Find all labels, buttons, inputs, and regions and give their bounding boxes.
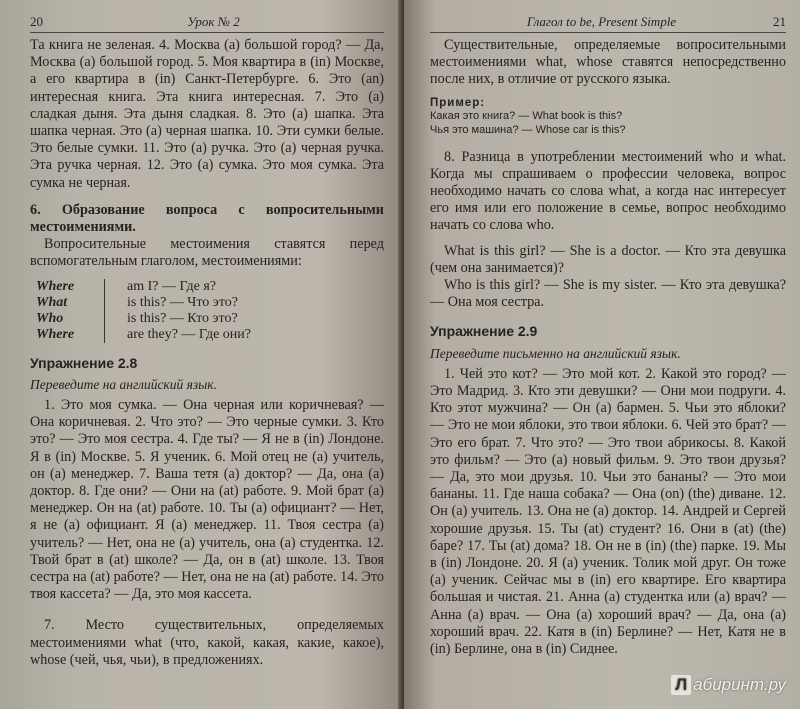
running-head: Глагол to be, Present Simple — [526, 14, 677, 29]
question-row — [36, 279, 261, 295]
answers-continued: Та книга не зеленая. 4. Москва (а) большой город? — Да, Москва (а) большой город. 5. Моя квартира в (in) Москве, а его квартира в (in) Санкт-Петербурге. 6. Это (an) интересная книга. Эта книга интересная. 7. Это (а) сладкая дыня. Эта дыня сладкая. 8. Это (а) шапка. Эта шапка черная. Это (а) черная шапка. 10. Эти сумки белые. Это белые сумки. 11. Это (а) ручка. Это (а) черная ручка. Эта ручка черная. 12. Это (а) сумка. Это моя сумка. Эта сумка не черная. — [30, 37, 384, 191]
watermark-text: абиринт.ру — [693, 675, 786, 694]
question-example: are they? — Где они? — [127, 326, 251, 342]
exercise-text: 1. Чей это кот? — Это мой кот. 2. Какой это город? — Это Мадрид. 3. Кто эти девушки? — Они мои подруги. 4. Кто этот мужчина? — Он (а) бармен. 5. Чьи это яблоки? — Это не мои яблоки, это твои яблоки. 6. Чей это брат? — Это его брат. 7. Что это? — Это твои абрикосы. 8. Какой это фильм? — Это (а) новый фильм. 9. Это твои друзья? — Да, это мои друзья. 10. Чьи это бананы? — Это мои бананы. 11. Где наша собака? — Она (on) (the) диване. 12. Он (а) учитель. 13. Она не (а) доктор. 14. Андрей и Сергей хорошие друзья. 15. Ты (at) студент? 16. Они в (at) (the) баре? 17. Ты (at) дома? 18. Он не в (in) (the) парке. 19. Мы в (in) Лондоне. 20. Я (а) ученик. Толик мой друг. Он тоже (а) ученик. Сейчас мы в (in) его квартире. Его квартира большая и чистая. 21. Анна (а) студентка или (а) врач? — Анна (а) врач. — Она (а) хороший врач? — Да, она (а) хороший врач. 22. Катя в (in) Берлине? — Нет, Катя не в (in) Берлине, она в (in) Сиднее. — [430, 365, 786, 658]
right-page-header — [430, 14, 786, 33]
question-example: is this? — Что это? — [127, 294, 238, 310]
exercise-instruction: Переведите письменно на английский язык. — [430, 345, 681, 361]
section-6-heading: 6. Образование вопроса с вопросительными местоимениями. — [30, 201, 384, 236]
example-what: What is this girl? — She is a doctor. — Кто эта девушка (чем она занимается)? — [430, 242, 786, 276]
section-8-text: 8. Разница в употреблении местоимений who и what. Когда мы спрашиваем о профессии человека, вопрос необходимо начать со слова what, а когда нас интересует его имя или его положение в семье, вопрос необходимо начать со слова who. — [430, 148, 786, 234]
example-label: Пример: — [430, 96, 486, 109]
intro-text: Существительные, определяемые вопросительными местоимениями what, whose ставятся непосредственно после них, в отличие от русского языка. — [430, 37, 786, 88]
running-head: Урок № 2 — [187, 14, 240, 29]
question-row — [36, 295, 261, 311]
example-line: Чья это машина? — Whose car is this? — [430, 123, 626, 136]
question-words-table — [36, 279, 261, 343]
watermark-logo — [671, 675, 786, 695]
exercise-instruction: Переведите на английский язык. — [30, 376, 217, 392]
left-page-header — [30, 14, 384, 33]
example-who: Who is this girl? — She is my sister. — Кто эта девушка? — Она моя сестра. — [430, 277, 786, 311]
page-number: 21 — [772, 14, 786, 29]
question-row — [36, 327, 261, 343]
watermark-badge: Л — [671, 675, 691, 695]
exercise-title: Упражнение 2.9 — [430, 323, 538, 340]
example-line: Какая это книга? — What book is this? — [430, 109, 623, 122]
question-example: am I? — Где я? — [127, 278, 217, 294]
section-6-text: Вопросительные местоимения ставятся перед вспомогательным глаголом, местоимениями: — [30, 236, 384, 270]
exercise-title: Упражнение 2.8 — [30, 354, 138, 371]
question-word: Who — [36, 311, 105, 327]
exercise-text: 1. Это моя сумка. — Она черная или коричневая? — Она коричневая. 2. Что это? — Это черные сумки. 3. Кто это? — Это моя сестра. 4. Где ты? — Я не в (in) Лондоне. Я в (in) Москве. 5. Я ученик. 6. Мой отец не (а) учитель, он (а) менеджер. 7. Ваша тетя (а) доктор? — Да, она (а) доктор. 8. Где они? — Они на (at) работе. 9. Мой брат (а) менеджер. Он на (at) работе. 10. Ты (а) официант? — Нет, я не (а) официант. Я (а) менеджер. 11. Твоя сестра (а) учитель? — Нет, она не (а) учитель, она (а) студентка. 12. Твой брат в (at) школе? — Да, он в (at) школе. 13. Твоя сестра на (at) работе? — Нет, она не на (at) работе. 14. Это твоя кассета? — Да, это моя кассета. — [30, 397, 384, 603]
question-row — [36, 311, 261, 327]
right-page — [404, 0, 800, 709]
page-number: 20 — [30, 14, 43, 29]
question-word: Where — [36, 327, 105, 343]
section-7-text: 7. Место существительных, определяемых местоимениями what (что, какой, какая, какие, какое), whose (чей, чья, чьи), в предложениях. — [30, 617, 384, 668]
question-word: Where — [36, 279, 105, 295]
question-example: is this? — Кто это? — [127, 310, 238, 326]
question-word: What — [36, 295, 105, 311]
